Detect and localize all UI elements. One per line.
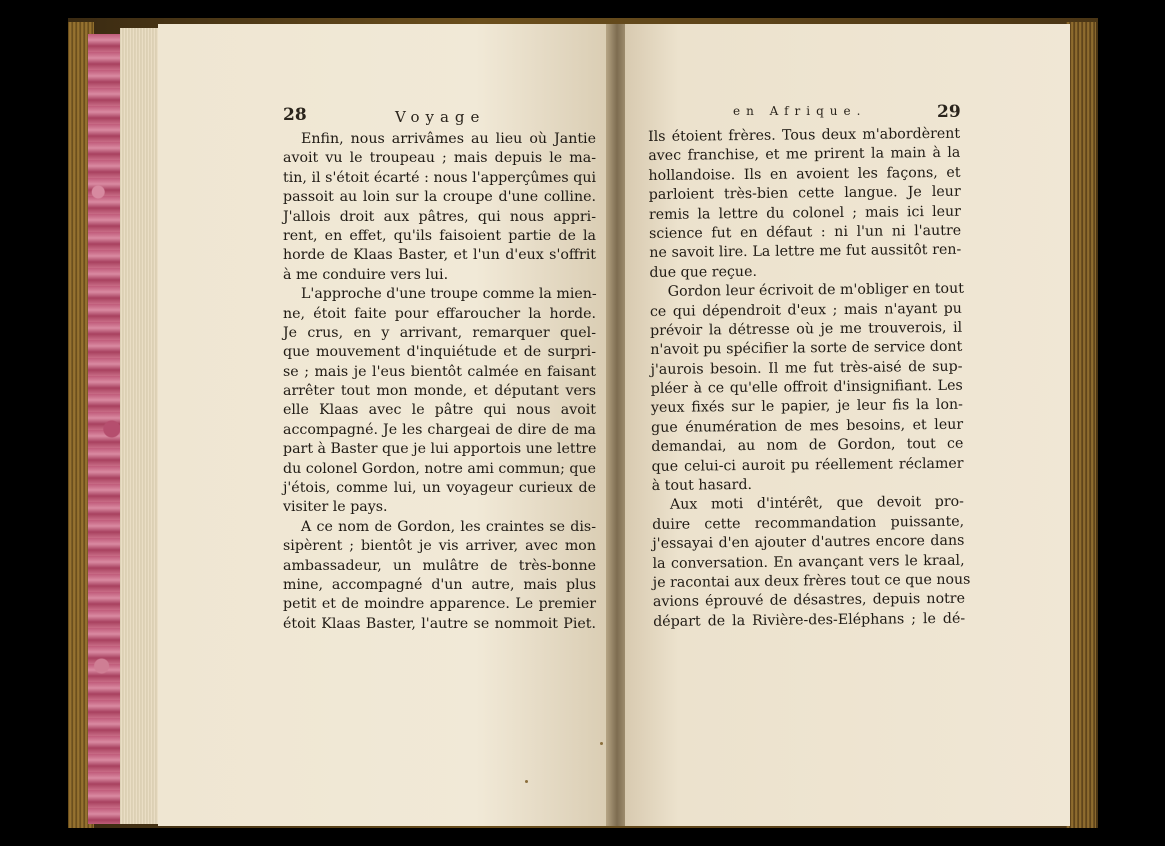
text-line: part à Baster que je lui apportois une lettre <box>283 441 597 458</box>
text-line: Je crus, en y arrivant, remarquer quel- <box>283 324 596 341</box>
text-line: ne, étoit faite pour effaroucher la horde. <box>283 305 596 322</box>
text-line: elle Klaas avec le pâtre qui nous avoit <box>283 402 596 419</box>
right-running-head: en Afrique. <box>733 104 867 118</box>
text-line: hollandoise. Ils en avoient les façons, et <box>648 164 961 184</box>
text-line: science fut en défaut : ni l'un ni l'autre <box>649 222 962 242</box>
text-line: petit et de moindre apparence. Le premier <box>283 596 596 613</box>
text-line: du colonel Gordon, notre ami commun; que <box>283 460 596 477</box>
text-line: prévoir la détresse où je me trouverois, il <box>650 319 963 339</box>
text-line: j'étois, comme lui, un voyageur curieux de <box>283 480 596 497</box>
text-line: n'avoit pu spécifier la sorte de service dont <box>650 339 963 359</box>
text-line: se ; mais je l'eus bientôt calmée en faisant <box>283 363 596 380</box>
text-line: ne savoit lire. La lettre me fut aussitôt ren- <box>649 242 962 262</box>
text-line: accompagné. Je les chargeai de dire de ma <box>283 421 596 438</box>
right-page-number: 29 <box>937 102 961 122</box>
text-line: A ce nom de Gordon, les craintes se dis- <box>301 518 596 535</box>
text-line: j'aurois besoin. Il me fut très-aisé de sup- <box>650 358 963 378</box>
text-line: L'approche d'une troupe comme la mien- <box>301 286 597 303</box>
text-line: avoit vu le troupeau ; mais depuis le ma- <box>283 150 596 167</box>
text-line: Gordon leur écrivoit de m'obliger en tout <box>667 280 964 300</box>
text-line: étoit Klaas Baster, l'autre se nommoit Piet. <box>283 615 596 632</box>
text-line: J'allois droit aux pâtres, qui nous appri- <box>283 208 596 225</box>
text-line: Aux moti d'intérêt, que devoit pro- <box>669 494 965 514</box>
text-line: Enfin, nous arrivâmes au lieu où Jantie <box>301 131 596 147</box>
text-line: pléer à ce qu'elle offroit d'insignifiant. Les <box>650 377 963 398</box>
page-speck <box>525 780 528 783</box>
left-page-text <box>283 130 596 634</box>
text-line: gue énumération de mes besoins, et leur <box>651 416 964 436</box>
gilt-edge-right <box>1066 22 1096 828</box>
text-line: parloient très-bien cette langue. Je leur <box>648 183 961 204</box>
text-line: ce qui dépendroit d'eux ; mais n'ayant pu <box>649 300 962 320</box>
text-line: à me conduire vers lui. <box>283 266 449 283</box>
text-line: à tout hasard. <box>651 476 753 495</box>
text-line: avions éprouvé de désastres, depuis notre <box>652 591 966 611</box>
text-line: sipèrent ; bientôt je vis arriver, avec mon <box>283 538 596 555</box>
text-line: la conversation. En avançant vers le kraal, <box>652 552 965 572</box>
right-page-text <box>648 125 971 632</box>
text-line: arrêter tout mon monde, et députant vers <box>283 383 596 400</box>
text-line: mine, accompagné d'un autre, mais plus <box>283 576 596 593</box>
text-line: rent, en effet, qu'ils faisoient partie de la <box>283 227 596 244</box>
page-speck <box>600 742 603 745</box>
text-line: départ de la Rivière-des-Eléphans ; le dé- <box>653 610 966 630</box>
text-line: avec franchise, et me prirent la main à la <box>648 145 961 165</box>
text-line: je racontai aux deux frères tout ce que nous <box>652 571 971 591</box>
text-line: remis la lettre du colonel ; mais ici leur <box>648 203 961 223</box>
text-line: horde de Klaas Baster, et l'un d'eux s'offrit <box>283 247 596 264</box>
page-stack-left <box>120 28 160 824</box>
text-line: que mouvement d'inquiétude et de surpri- <box>283 344 596 361</box>
marbled-endpaper <box>88 34 122 824</box>
text-line: passoit au loin sur la croupe d'une colline. <box>283 189 596 206</box>
text-line: visiter le pays. <box>283 499 388 516</box>
text-line: duire cette recommandation puissante, <box>652 513 965 533</box>
left-running-head: Voyage <box>395 108 486 126</box>
text-line: ambassadeur, un mulâtre de très-bonne <box>283 557 596 574</box>
text-line: j'essayai d'en ajouter d'autres encore dans <box>652 532 965 553</box>
left-page-number: 28 <box>283 105 307 125</box>
text-line: demandai, au nom de Gordon, tout ce <box>651 435 964 456</box>
text-line: Ils étoient frères. Tous deux m'abordèrent <box>648 125 961 145</box>
text-line: tin, il s'étoit écarté : nous l'apperçûmes qui <box>283 169 596 186</box>
text-line: que celui-ci auroit pu réellement réclamer <box>651 455 964 475</box>
text-line: yeux fixés sur le papier, je leur fis la lon- <box>650 397 964 417</box>
text-line: due que reçue. <box>649 263 758 281</box>
